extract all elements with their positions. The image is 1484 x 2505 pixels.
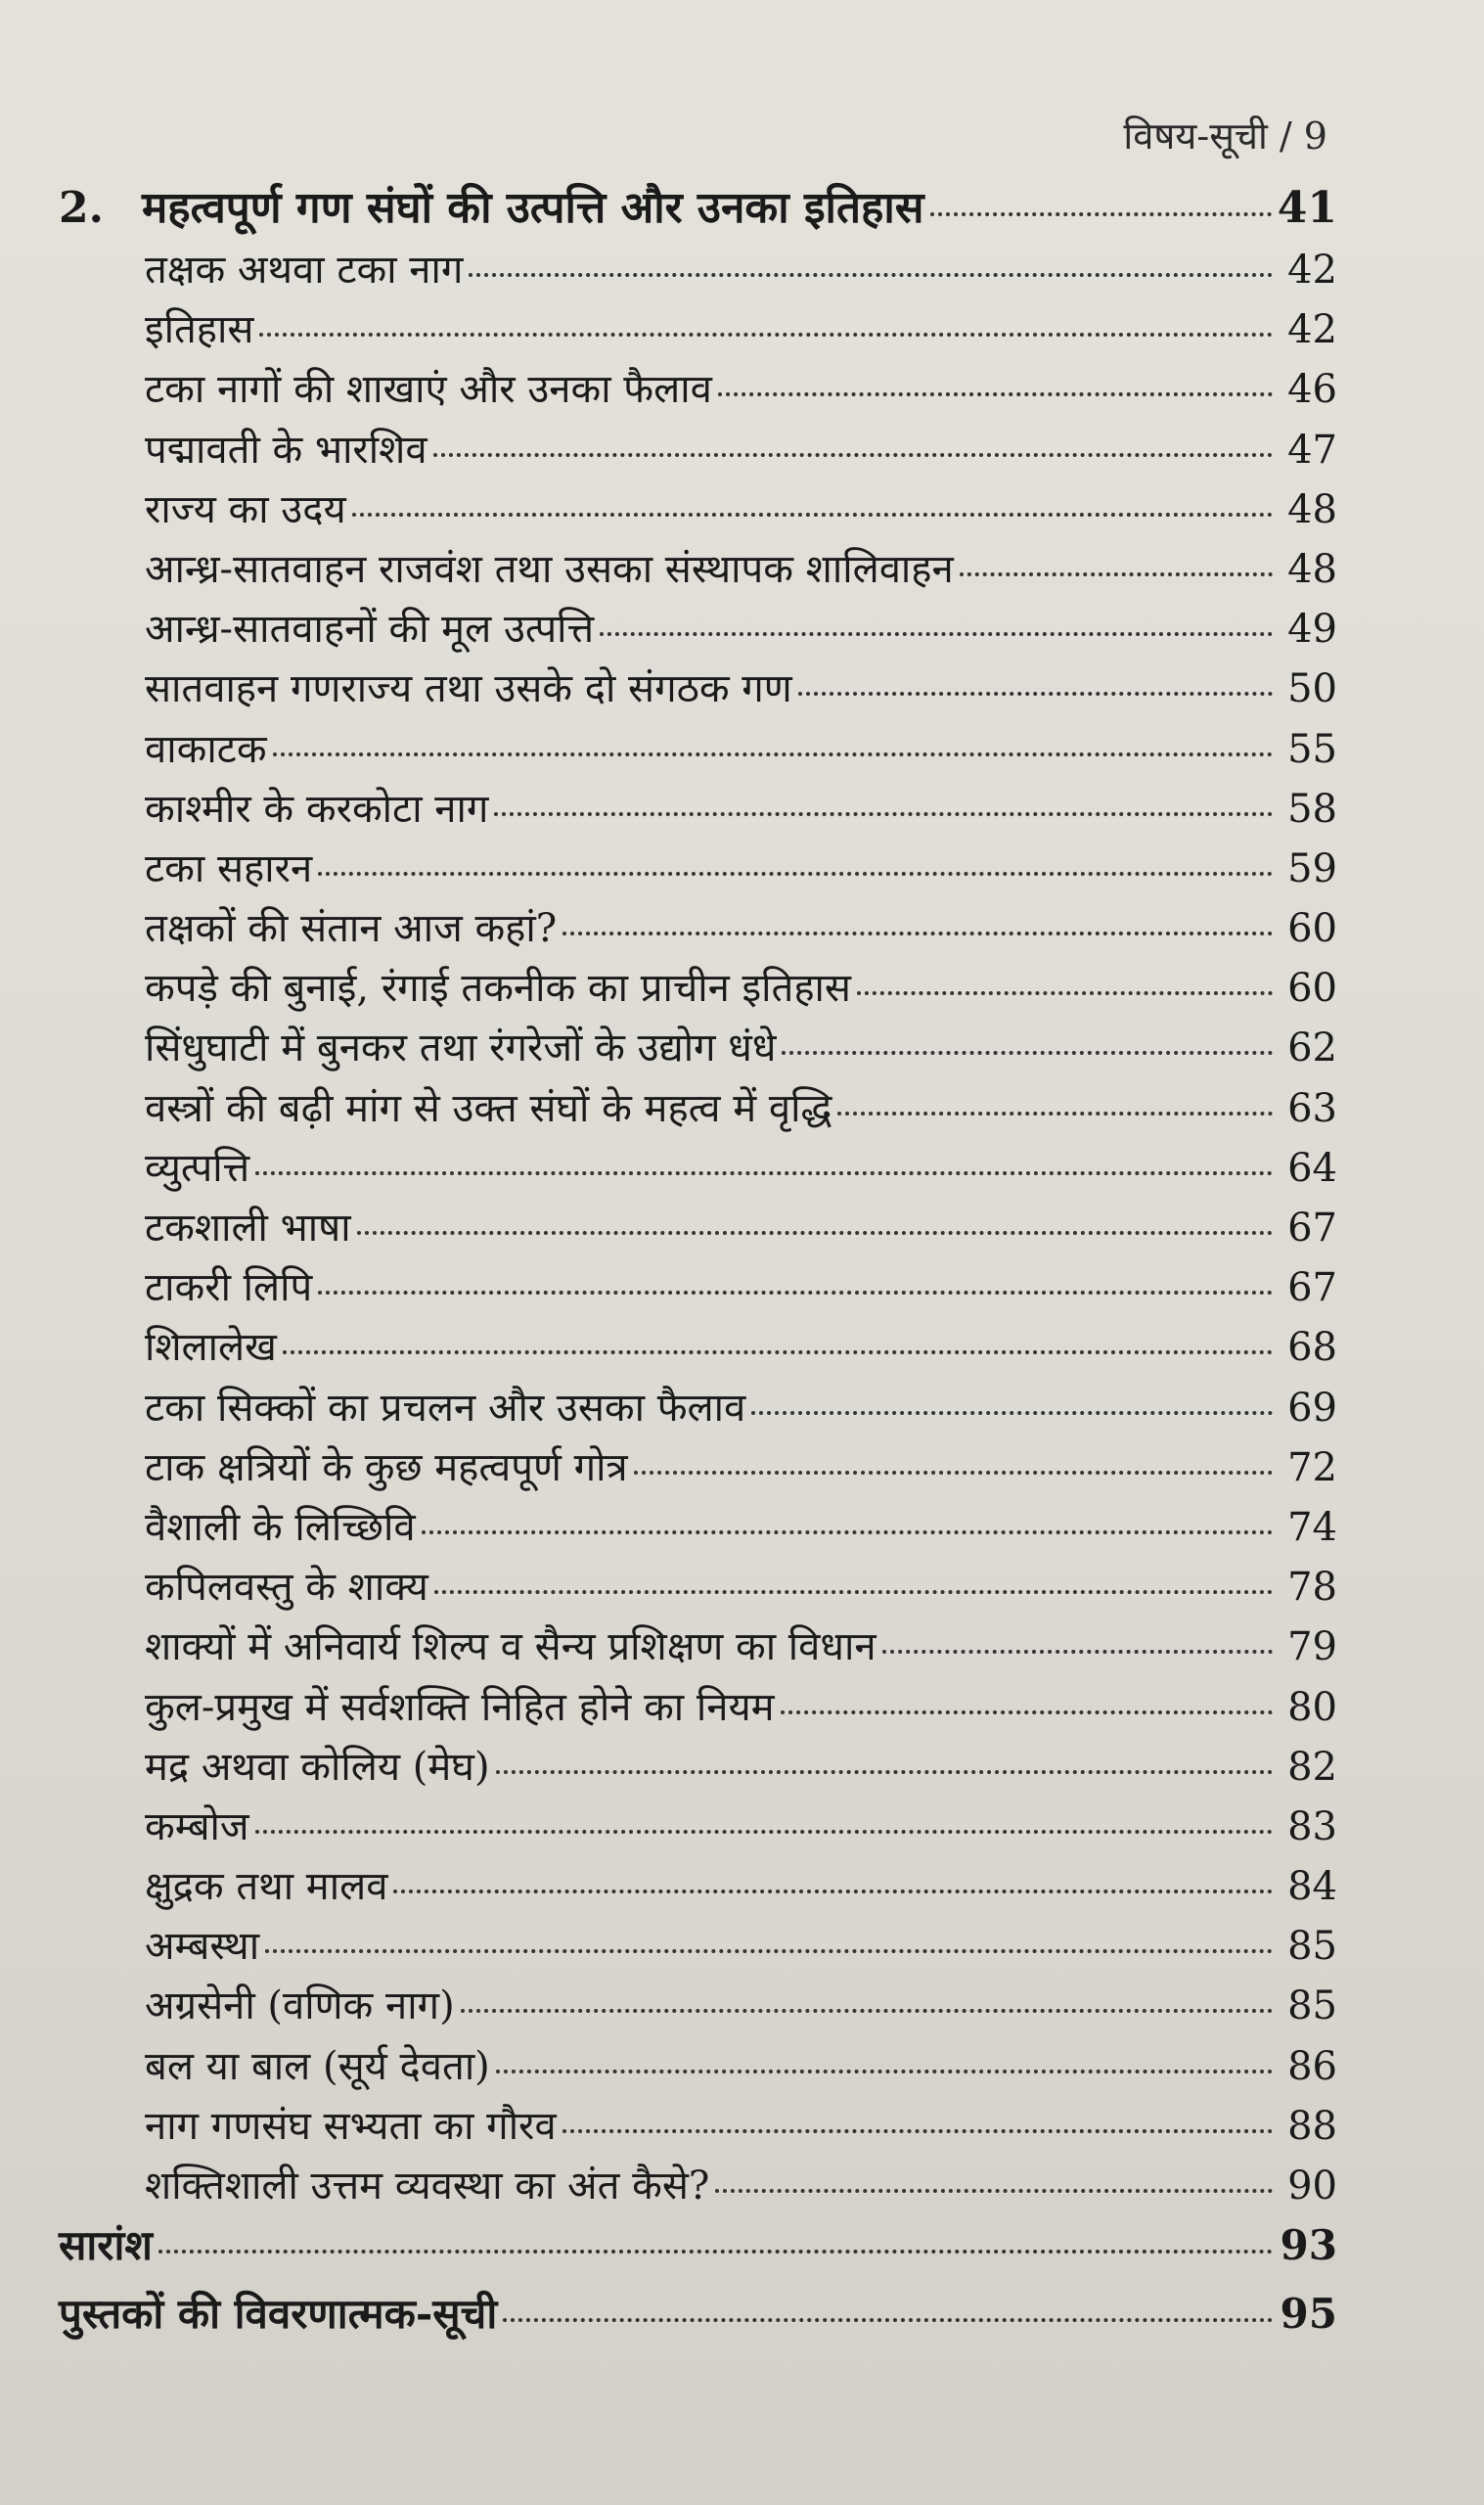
toc-entry	[59, 1019, 1337, 1078]
toc-entry	[59, 1917, 1337, 1977]
summary-title: सारांश	[59, 2221, 153, 2270]
dot-leader	[960, 572, 1273, 576]
summary-page: 93	[1280, 2221, 1337, 2270]
entry-page: 42	[1287, 307, 1337, 353]
dot-leader	[930, 212, 1272, 216]
entry-title: नाग गणसंघ सभ्यता का गौरव	[145, 2103, 557, 2149]
dot-leader	[718, 392, 1273, 396]
entry-title: कम्बोज	[145, 1803, 249, 1849]
entry-title: टाकरी लिपि	[145, 1265, 313, 1311]
dot-leader	[318, 872, 1273, 876]
toc-entry	[59, 1438, 1337, 1498]
dot-leader	[782, 1051, 1273, 1055]
entry-page: 90	[1287, 2163, 1337, 2209]
entry-page: 42	[1287, 248, 1337, 293]
dot-leader	[461, 2009, 1273, 2013]
entry-page: 64	[1287, 1145, 1337, 1191]
dot-leader	[496, 1770, 1273, 1774]
entry-title: राज्य का उदय	[145, 486, 346, 532]
dot-leader	[352, 513, 1273, 517]
entry-page: 80	[1287, 1684, 1337, 1730]
dot-leader	[393, 1890, 1273, 1893]
dot-leader	[882, 1650, 1273, 1654]
entry-page: 85	[1287, 1983, 1337, 2029]
dot-leader	[469, 273, 1273, 277]
entry-page: 46	[1287, 367, 1337, 413]
dot-leader	[318, 1291, 1273, 1295]
dot-leader	[158, 2250, 1273, 2254]
entry-page: 72	[1287, 1444, 1337, 1490]
entry-title: मद्र अथवा कोलिय (मेघ)	[145, 1744, 490, 1790]
entry-page: 60	[1287, 966, 1337, 1012]
dot-leader	[562, 2129, 1273, 2133]
dot-leader	[434, 1590, 1273, 1594]
entry-title: शक्तिशाली उत्तम व्यवस्था का अंत कैसे?	[145, 2163, 710, 2209]
entry-page: 83	[1287, 1803, 1337, 1849]
entry-page: 79	[1287, 1624, 1337, 1670]
entry-title: अम्बस्था	[145, 1924, 260, 1970]
entry-page: 49	[1287, 607, 1337, 653]
dot-leader	[255, 1830, 1273, 1834]
running-head: विषय-सूची / 9	[1123, 114, 1327, 158]
toc-entry	[59, 241, 1337, 300]
entry-title: इतिहास	[145, 307, 254, 353]
entry-page: 62	[1287, 1025, 1337, 1071]
toc-entry	[59, 600, 1337, 660]
entry-title: शाक्यों में अनिवार्य शिल्प व सैन्य प्रशिक्षण का विधान	[145, 1624, 877, 1670]
toc-entry	[59, 1678, 1337, 1738]
entry-page: 74	[1287, 1504, 1337, 1550]
chapter-title: महत्वपूर्ण गण संघों की उत्पत्ति और उनका इतिहास	[142, 183, 924, 233]
entry-page: 82	[1287, 1744, 1337, 1790]
toc-entry	[59, 840, 1337, 899]
entry-page: 58	[1287, 786, 1337, 832]
entry-page: 47	[1287, 427, 1337, 473]
entry-title: टकशाली भाषा	[145, 1206, 351, 1251]
toc-entry	[59, 1798, 1337, 1857]
dot-leader	[496, 2070, 1273, 2073]
entry-page: 68	[1287, 1325, 1337, 1371]
dot-leader	[798, 692, 1273, 696]
dot-leader	[273, 752, 1273, 756]
entry-page: 55	[1287, 726, 1337, 772]
chapter-number: 2.	[59, 183, 104, 233]
toc-entry	[59, 1379, 1337, 1438]
dot-leader	[751, 1411, 1273, 1415]
dot-leader	[562, 932, 1273, 935]
toc-entry	[59, 720, 1337, 780]
entry-page: 86	[1287, 2043, 1337, 2089]
entry-title: वस्त्रों की बढ़ी मांग से उक्त संघों के महत्व में वृद्धि	[145, 1085, 832, 1131]
toc-entry	[59, 1617, 1337, 1677]
dot-leader	[255, 1171, 1273, 1175]
dot-leader	[422, 1530, 1273, 1534]
entry-page: 48	[1287, 546, 1337, 592]
entry-page: 88	[1287, 2103, 1337, 2149]
entry-title: टाक क्षत्रियों के कुछ महत्वपूर्ण गोत्र	[145, 1444, 628, 1490]
toc-summary	[59, 2216, 1337, 2285]
dot-leader	[715, 2189, 1273, 2193]
toc-entry	[59, 1498, 1337, 1558]
entry-title: सिंधुघाटी में बुनकर तथा रंगरेजों के उद्योग धंधे	[145, 1025, 777, 1071]
entry-title: व्युत्पत्ति	[145, 1145, 250, 1191]
entry-title: टका सिक्कों का प्रचलन और उसका फैलाव	[145, 1385, 746, 1431]
entry-title: अग्रसेनी (वणिक नाग)	[145, 1983, 455, 2029]
entry-page: 48	[1287, 486, 1337, 532]
entry-title: टका सहारन	[145, 845, 313, 891]
toc-entry	[59, 2157, 1337, 2216]
entry-page: 85	[1287, 1924, 1337, 1970]
entry-title: आन्ध्र-सातवाहन राजवंश तथा उसका संस्थापक शालिवाहन	[145, 546, 954, 592]
entry-title: पद्मावती के भारशिव	[145, 427, 427, 473]
entry-title: काश्मीर के करकोटा नाग	[145, 786, 489, 832]
dot-leader	[837, 1112, 1273, 1116]
dot-leader	[357, 1231, 1273, 1235]
dot-leader	[259, 333, 1273, 337]
dot-leader	[503, 2318, 1273, 2322]
entry-page: 63	[1287, 1085, 1337, 1131]
toc-entry	[59, 899, 1337, 959]
bibliography-page: 95	[1280, 2290, 1337, 2339]
entry-page: 60	[1287, 906, 1337, 952]
entry-title: शिलालेख	[145, 1325, 277, 1371]
entry-title: टका नागों की शाखाएं और उनका फैलाव	[145, 367, 712, 413]
entry-page: 50	[1287, 666, 1337, 712]
entry-page: 67	[1287, 1265, 1337, 1311]
dot-leader	[634, 1471, 1273, 1475]
bibliography-title: पुस्तकों की विवरणात्मक-सूची	[59, 2290, 498, 2339]
entry-page: 59	[1287, 845, 1337, 891]
toc-entry	[59, 1199, 1337, 1258]
toc-entry	[59, 2037, 1337, 2097]
dot-leader	[857, 991, 1273, 995]
entry-title: बल या बाल (सूर्य देवता)	[145, 2043, 490, 2089]
dot-leader	[283, 1350, 1273, 1354]
toc-entry	[59, 540, 1337, 600]
toc-entry	[59, 1558, 1337, 1617]
entry-page: 67	[1287, 1206, 1337, 1251]
entry-page: 84	[1287, 1864, 1337, 1910]
toc-entry	[59, 1079, 1337, 1139]
dot-leader	[265, 1949, 1273, 1953]
toc-entry	[59, 1258, 1337, 1318]
table-of-contents	[59, 176, 1337, 2353]
entry-title: आन्ध्र-सातवाहनों की मूल उत्पत्ति	[145, 607, 595, 653]
toc-entry	[59, 1857, 1337, 1917]
chapter-heading	[59, 176, 1337, 235]
dot-leader	[781, 1710, 1273, 1714]
toc-entry	[59, 300, 1337, 360]
entry-title: क्षुद्रक तथा मालव	[145, 1864, 388, 1910]
toc-entry	[59, 421, 1337, 480]
entry-title: कपड़े की बुनाई, रंगाई तकनीक का प्राचीन इतिहास	[145, 966, 851, 1012]
entry-title: कुल-प्रमुख में सर्वशक्ति निहित होने का नियम	[145, 1684, 775, 1730]
dot-leader	[494, 812, 1273, 816]
toc-entry	[59, 360, 1337, 420]
toc-bibliography	[59, 2285, 1337, 2353]
toc-entry	[59, 780, 1337, 840]
toc-entry	[59, 660, 1337, 719]
toc-entry	[59, 1318, 1337, 1378]
entry-title: तक्षकों की संतान आज कहां?	[145, 906, 558, 952]
chapter-page: 41	[1277, 183, 1337, 233]
toc-entry	[59, 1139, 1337, 1199]
toc-entry	[59, 1738, 1337, 1798]
entry-page: 69	[1287, 1385, 1337, 1431]
entry-title: कपिलवस्तु के शाक्य	[145, 1565, 428, 1611]
toc-entry	[59, 480, 1337, 540]
dot-leader	[433, 453, 1273, 457]
entry-page: 78	[1287, 1565, 1337, 1611]
entry-title: तक्षक अथवा टका नाग	[145, 248, 464, 293]
toc-entry	[59, 959, 1337, 1019]
dot-leader	[600, 632, 1273, 636]
entry-title: सातवाहन गणराज्य तथा उसके दो संगठक गण	[145, 666, 792, 712]
toc-entries	[59, 241, 1337, 2216]
entry-title: वाकाटक	[145, 726, 267, 772]
toc-entry	[59, 2097, 1337, 2157]
entry-title: वैशाली के लिच्छिवि	[145, 1504, 416, 1550]
toc-entry	[59, 1977, 1337, 2036]
